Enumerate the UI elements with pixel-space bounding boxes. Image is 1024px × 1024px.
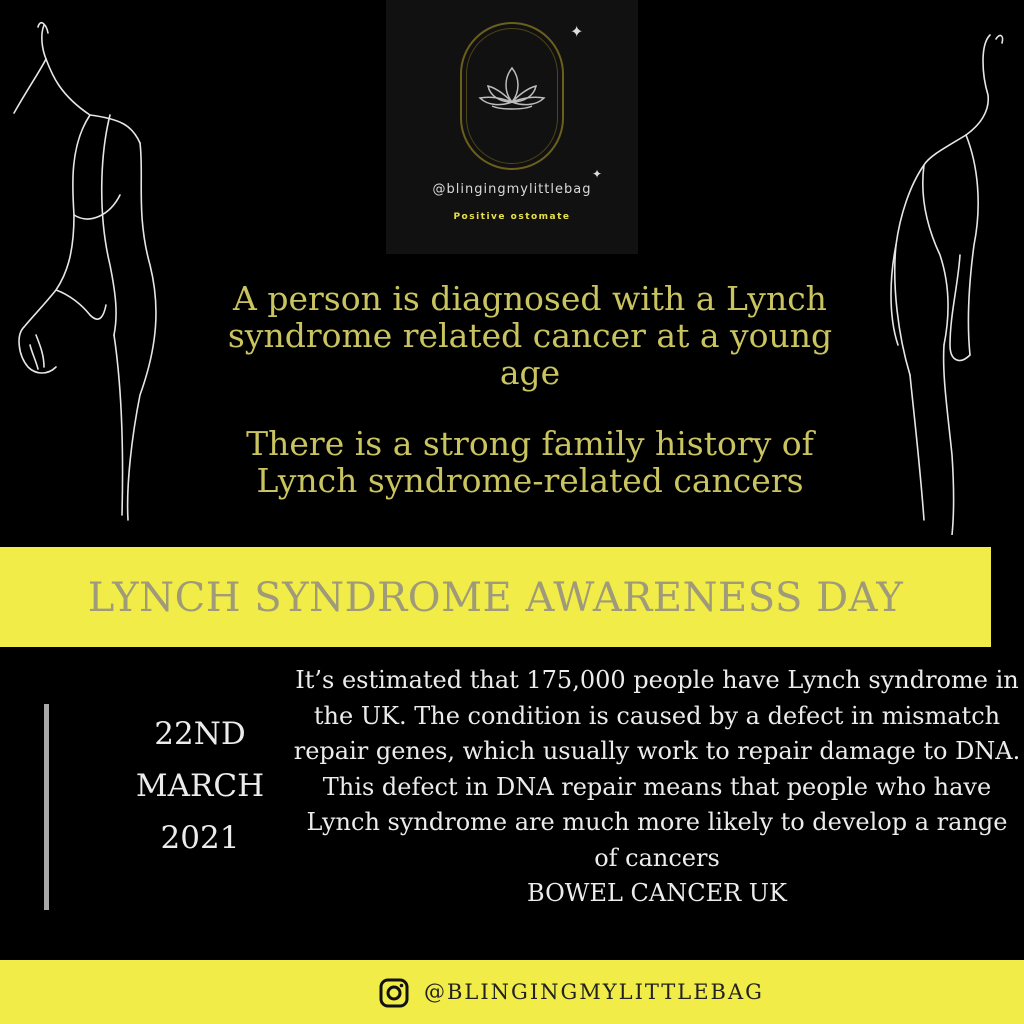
date-block <box>110 708 290 864</box>
date-year: 2021 <box>160 820 240 856</box>
lotus-icon <box>474 62 550 118</box>
sparkle-icon: ✦ <box>592 167 603 181</box>
divider-bar <box>44 704 49 910</box>
criterion-young-age: A person is diagnosed with a Lynch syndrome related cancer at a young age <box>227 279 833 392</box>
instagram-icon <box>378 977 410 1009</box>
logo-subtitle: Positive ostomate <box>453 212 571 222</box>
banner-title: LYNCH SYNDROME AWARENESS DAY <box>87 575 904 621</box>
source-credit: BOWEL CANCER UK <box>527 879 787 907</box>
footer <box>0 960 1024 1024</box>
awareness-banner <box>0 547 991 647</box>
date-day: 22ND <box>154 716 246 752</box>
line-art-figure-right <box>870 15 1024 535</box>
sparkle-icon: ✦ <box>570 22 584 41</box>
line-art-figure-left <box>0 15 200 535</box>
criterion-family-history: There is a strong family history of Lynch syndrome-related cancers <box>246 424 814 500</box>
info-text: It’s estimated that 175,000 people have Lynch syndrome in the UK. The condition is caused by a defect in mismatch repair genes, which usually work to repair damage to DNA. This defect in DNA repair means that people who have Lynch syndrome are much more likely to develop a range of cancers <box>293 666 1021 872</box>
date-month: MARCH <box>135 768 265 804</box>
logo <box>386 0 638 254</box>
logo-handle: @blingingmylittlebag <box>432 182 592 197</box>
info-paragraph <box>292 663 1022 912</box>
footer-handle: @BLINGINGMYLITTLEBAG <box>424 980 764 1004</box>
